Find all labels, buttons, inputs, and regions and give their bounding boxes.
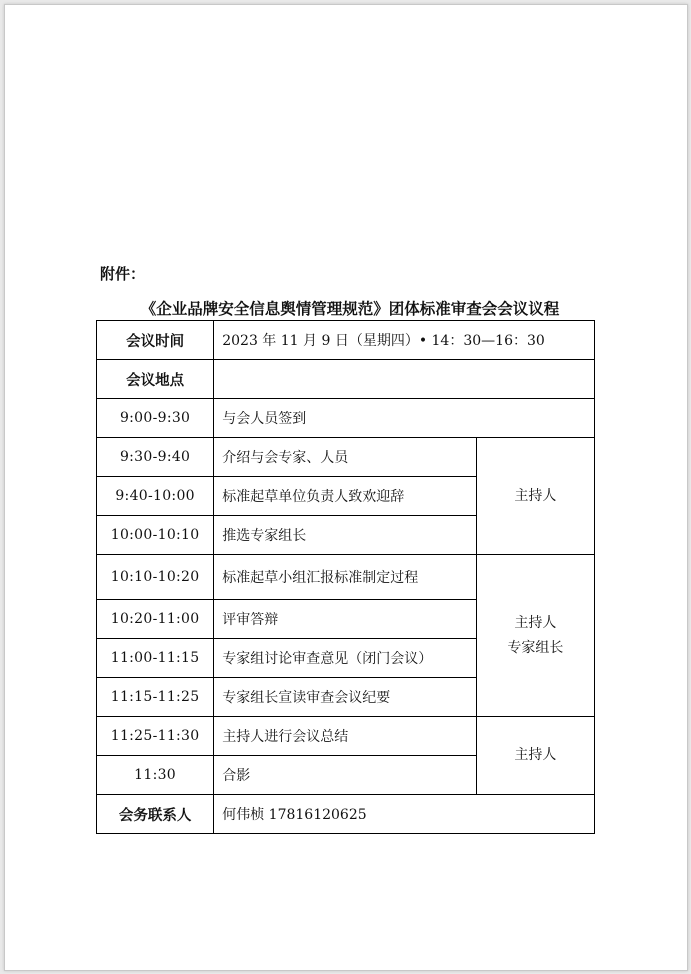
agenda-item: 主持人进行会议总结: [214, 717, 477, 756]
agenda-item: 标准起草小组汇报标准制定过程: [214, 555, 477, 600]
table-row: [97, 717, 595, 756]
document-title: 《企业品牌安全信息舆情管理规范》团体标准审查会会议议程: [140, 300, 560, 318]
agenda-item: 合影: [214, 756, 477, 795]
agenda-time: 9:30-9:40: [97, 438, 214, 477]
agenda-time: 10:10-10:20: [97, 555, 214, 600]
agenda-item: 介绍与会专家、人员: [214, 438, 477, 477]
table-row: [97, 438, 595, 477]
meeting-place-label: 会议地点: [97, 360, 214, 399]
agenda-item: 与会人员签到: [214, 399, 595, 438]
meeting-time-label: 会议时间: [97, 321, 214, 360]
attachment-label: 附件：: [100, 265, 146, 283]
role-cell-host: [476, 438, 594, 555]
table-row: [97, 360, 595, 399]
agenda-time: 10:20-11:00: [97, 600, 214, 639]
role-cell-host-expert: [476, 555, 594, 717]
agenda-item: 专家组讨论审查意见（闭门会议）: [214, 639, 477, 678]
agenda-time: 11:30: [97, 756, 214, 795]
agenda-time: 11:15-11:25: [97, 678, 214, 717]
contact-value: 何伟桢 17816120625: [214, 795, 595, 834]
role-label: 主持人: [514, 747, 557, 763]
agenda-item: 评审答辩: [214, 600, 477, 639]
meeting-time-value: 2023 年 11 月 9 日（星期四）• 14：30—16：30: [214, 321, 595, 360]
contact-label: 会务联系人: [97, 795, 214, 834]
agenda-time: 9:00-9:30: [97, 399, 214, 438]
role-label: 主持人: [514, 487, 557, 504]
agenda-item: 标准起草单位负责人致欢迎辞: [214, 477, 477, 516]
meeting-place-value: [214, 360, 595, 399]
agenda-table: [96, 320, 595, 834]
table-row: [97, 795, 595, 834]
agenda-time: 10:00-10:10: [97, 516, 214, 555]
agenda-time: 11:00-11:15: [97, 639, 214, 678]
table-row: [97, 399, 595, 438]
agenda-item: 推选专家组长: [214, 516, 477, 555]
table-row: [97, 555, 595, 600]
agenda-time: 9:40-10:00: [97, 477, 214, 516]
agenda-time: 11:25-11:30: [97, 717, 214, 756]
role-label: 专家组长: [507, 639, 564, 656]
role-cell-host-final: [476, 717, 594, 795]
role-label: 主持人: [514, 614, 557, 631]
table-row: [97, 321, 595, 360]
agenda-item: 专家组长宣读审查会议纪要: [214, 678, 477, 717]
